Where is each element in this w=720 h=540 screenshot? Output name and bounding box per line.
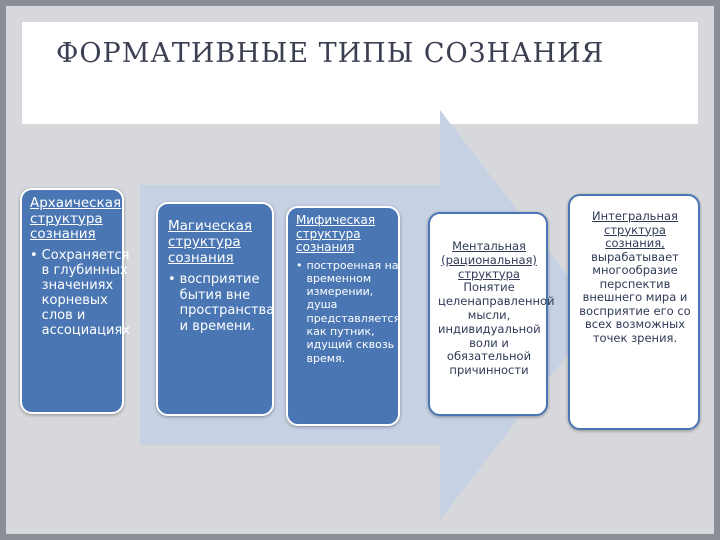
card-mental	[428, 212, 555, 416]
card-heading: Интегральная структура сознания,	[592, 209, 678, 250]
card-heading: Архаическая структура сознания	[30, 195, 122, 242]
card-heading: Магическая структура сознания	[168, 218, 253, 266]
card-text: Понятие целенаправленной мысли, индивидуальной воли и обязательной причинности	[438, 280, 555, 378]
card-heading: Ментальная (рациональная) структура	[441, 239, 537, 281]
card-mythic	[286, 206, 400, 426]
card-text: Сохраняется в глубинных значениях корневых слов и ассоциациях	[41, 247, 130, 338]
card-heading: Мифическая структура сознания	[296, 213, 376, 254]
card-archaic	[20, 188, 130, 414]
page-title: ФОРМАТИВНЫЕ ТИПЫ СОЗНАНИЯ	[56, 38, 605, 69]
card-text: построенная на временном измерении, душа представляется как путник, идущий сквозь время.	[306, 258, 401, 365]
bullet-icon: •	[168, 272, 176, 287]
card-magic	[156, 202, 274, 416]
card-integral	[568, 194, 700, 430]
bullet-icon: •	[296, 258, 303, 272]
bullet-icon: •	[30, 247, 38, 263]
card-text: восприятие бытия вне пространства и времени.	[179, 272, 275, 334]
card-text: вырабатывает многообразие перспектив внешнего мира и восприятие его со всех возможных точек зрения.	[579, 249, 691, 345]
